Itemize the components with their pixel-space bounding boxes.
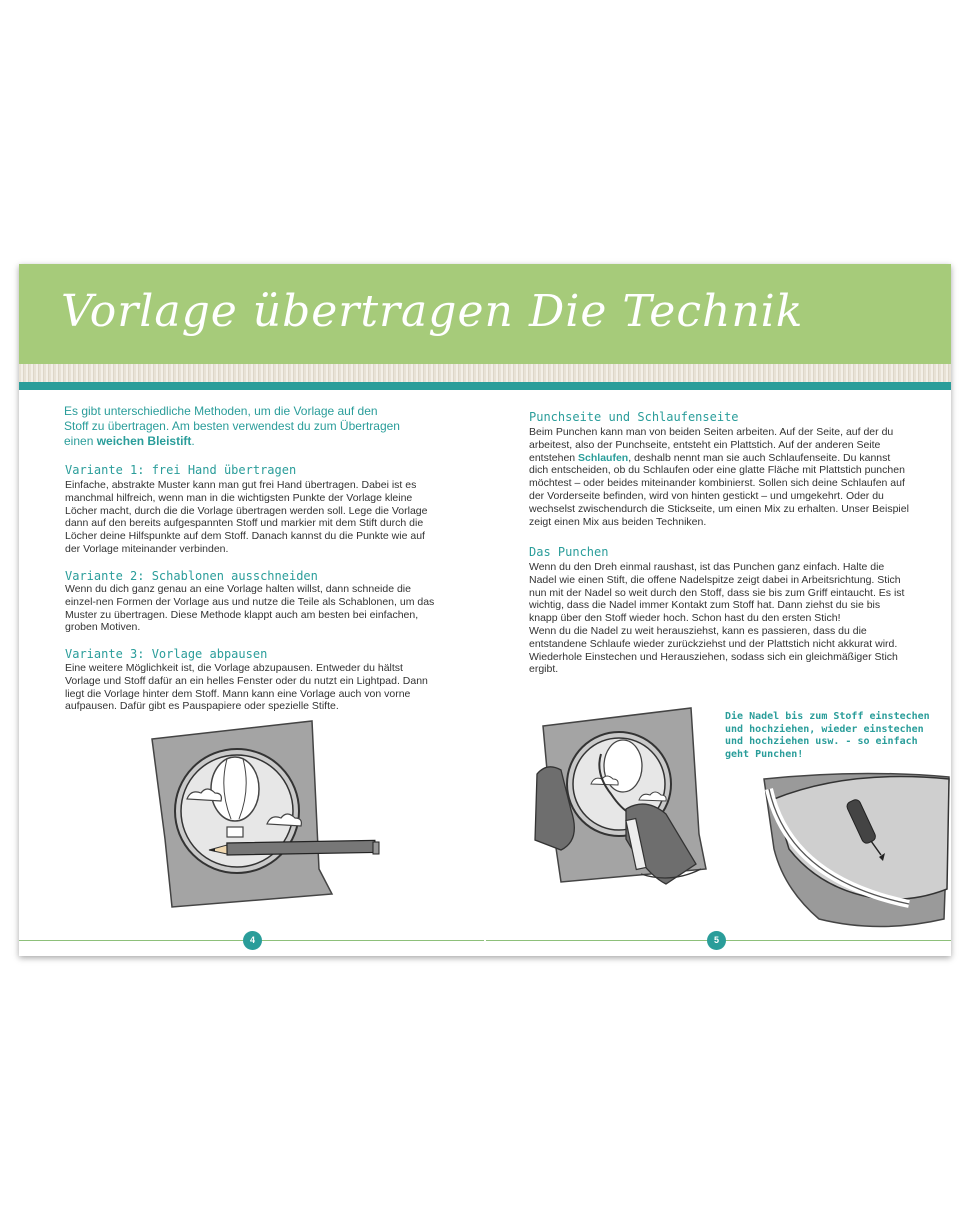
burlap-strip xyxy=(19,364,951,382)
left-page-number: 4 xyxy=(243,931,262,950)
lead-end: . xyxy=(191,434,195,448)
punchseite-text-b: , deshalb nennt man sie auch Schlaufenseite. Du kannst dich entscheiden, ob du Schlaufen oder eine glatte Fläche mit Plattstich punchen möchtest – oder beides miteinander kombinierst. Sollen sich deine Schlaufen auf der Vorderseite befinden, wird von hinten gestickt – und umgekehrt. Oder du wechselst zwischendurch die Stickseite, um einen Mix zu erhalten. Unser Beispiel zeigt einen Mix aus beiden Techniken. xyxy=(529,451,909,528)
punchseite-heading: Punchseite und Schlaufenseite xyxy=(529,410,739,424)
right-page-number: 5 xyxy=(707,931,726,950)
needle-closeup-illustration xyxy=(759,769,951,934)
lead-bold: weichen Bleistift xyxy=(96,434,192,448)
variant-2-heading: Variante 2: Schablonen ausschneiden xyxy=(65,569,318,583)
variant-3-text: Eine weitere Möglichkeit ist, die Vorlage abzupausen. Entweder du hältst Vorlage und Stoff dafür an ein helles Fenster oder du nutzt ein Lightpad. Dann liegt die Vorlage hinter dem Stoff. Mann kann eine Vorlage auch von vorne aufpausen. Dafür gibt es Pauspapiere oder spezielle Stifte. xyxy=(65,662,428,713)
left-page-title: Vorlage übertragen xyxy=(61,286,514,337)
punchseite-text xyxy=(529,426,909,528)
punchseite-text-a: Beim Punchen kann man von beiden Seiten arbeiten. Auf der Seite, auf der du arbeitest, also der Punchseite, entsteht ein Plattstich. Auf der anderen Seite entstehen xyxy=(529,426,894,464)
punchen-text: Wenn du den Dreh einmal raushast, ist das Punchen ganz einfach. Halte die Nadel wie einen Stift, die offene Nadelspitze zeigt dabei in Arbeitsrichtung. Stich nun mit der Nadel so weit durch den Stoff, dass sie bis zum Griff eintaucht. Es ist wichtig, dass die Nadel immer Kontakt zum Stoff hat. Dann ziehst du sie bis knapp über den Stoff wieder hoch. Schon hast du den ersten Stich! xyxy=(529,561,905,625)
lead-text: Es gibt unterschiedliche Methoden, um die Vorlage auf den Stoff zu übertragen. Am besten verwendest du zum Übertragen einen xyxy=(64,404,400,448)
schlaufen-highlight: Schlaufen xyxy=(578,451,629,464)
book-spread xyxy=(19,264,951,956)
punchen-text-b: Wenn du die Nadel zu weit herausziehst, kann es passieren, dass du die entstandene Schlaufe wieder zurückziehst und der Plattstich nicht akkurat wird. Wiederhole Einstechen und Herausziehen, sodass sich ein gleichmäßiger Stich ergibt. xyxy=(529,625,898,676)
variant-3-heading: Variante 3: Vorlage abpausen xyxy=(65,647,268,661)
variant-2-text: Wenn du dich ganz genau an eine Vorlage halten willst, dann schneide die einzel-nen Formen der Vorlage aus und nutze die Teile als Schablonen, um das Muster zu übertragen. Diese Methode klappt auch am besten bei einfachen, groben Motiven. xyxy=(65,583,435,634)
hands-punching-illustration xyxy=(531,704,721,904)
hoop-pencil-illustration xyxy=(147,719,382,909)
teal-band xyxy=(19,382,951,390)
variant-1-heading: Variante 1: frei Hand übertragen xyxy=(65,463,297,477)
variant-1-text: Einfache, abstrakte Muster kann man gut frei Hand übertragen. Dabei ist es manchmal hilfreich, wenn man in die wichtigsten Punkte der Vorlage kleine Löcher macht, durch die die Vorlage übertragen werden soll. Lege die Vorlage dann auf den bereits aufgespannten Stoff und markier mit dem Stift durch die Löcher deine Hilfspunkte auf dem Stoff. Danach kannst du die Punkte wie auf der Vorlage miteinander verbinden. xyxy=(65,479,428,555)
right-page-title: Die Technik xyxy=(529,286,804,337)
left-lead xyxy=(64,404,404,449)
image-caption: Die Nadel bis zum Stoff einstechen und hochziehen, wieder einstechen und hochziehen usw. - so einfach geht Punchen! xyxy=(725,711,930,760)
header-band xyxy=(19,264,951,364)
punchen-heading: Das Punchen xyxy=(529,545,609,559)
